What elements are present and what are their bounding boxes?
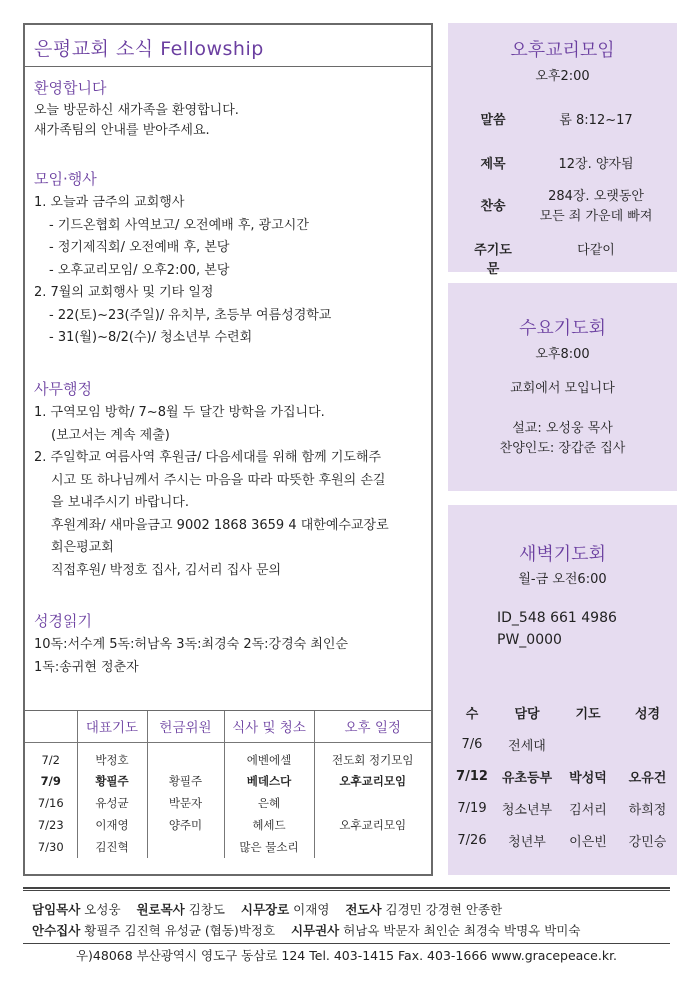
dawn-time: 월-금 오전6:00 bbox=[518, 572, 607, 587]
afternoon-title: 오후교리모임 bbox=[510, 40, 615, 61]
dawn-title: 새벽기도회 bbox=[519, 544, 606, 565]
schedule-cell: 양주미 bbox=[147, 814, 224, 836]
schedule-cell: 에벤에셀 bbox=[224, 742, 314, 770]
staff-line-2 bbox=[32, 921, 580, 939]
dawn-cell: 강민승 bbox=[628, 834, 667, 850]
schedule-header: 대표기도 bbox=[77, 711, 147, 742]
dawn-cell: 전세대 bbox=[508, 738, 546, 754]
schedule-cell: 많은 물소리 bbox=[224, 836, 314, 858]
events-heading: 모임·행사 bbox=[34, 170, 97, 188]
afternoon-time: 오후2:00 bbox=[535, 69, 590, 84]
staff-names: 이재영 bbox=[293, 902, 330, 917]
schedule-cell: 유성균 bbox=[77, 792, 147, 814]
row-value: 12장. 양자됨 bbox=[558, 157, 634, 172]
church-news-box bbox=[23, 23, 433, 876]
schedule-cell: 헤세드 bbox=[224, 814, 314, 836]
dawn-header: 성경 bbox=[634, 707, 661, 722]
staff-names: 허남옥 박문자 최인순 최경숙 박명옥 박미숙 bbox=[343, 923, 581, 938]
events-line: - 기드온협회 사역보고/ 오전예배 후, 광고시간 bbox=[49, 217, 309, 233]
schedule-header: 식사 및 청소 bbox=[224, 711, 314, 742]
table-row bbox=[25, 742, 431, 770]
dawn-cell: 박성덕 bbox=[569, 770, 607, 786]
staff-role: 시무장로 bbox=[240, 902, 290, 917]
schedule-cell: 오후교리모임 bbox=[314, 814, 431, 836]
schedule-cell bbox=[147, 836, 224, 858]
staff-role: 전도사 bbox=[345, 902, 382, 917]
dawn-cell: 이은빈 bbox=[569, 834, 607, 850]
dawn-cell: 하희정 bbox=[628, 802, 667, 818]
dawn-header: 수 bbox=[465, 707, 479, 722]
footer-divider bbox=[23, 890, 670, 891]
afternoon-meeting-panel bbox=[448, 23, 677, 277]
table-row bbox=[448, 760, 677, 792]
schedule-cell bbox=[147, 742, 224, 770]
zoom-credentials bbox=[497, 607, 617, 651]
dawn-prayer-panel bbox=[448, 505, 677, 875]
admin-line: 후원계좌/ 새마을금고 9002 1868 3659 4 대한예수교장로 bbox=[51, 517, 389, 533]
events-line: - 오후교리모임/ 오후2:00, 본당 bbox=[49, 262, 230, 278]
dawn-cell: 청년부 bbox=[508, 834, 546, 850]
dawn-cell: 7/12 bbox=[456, 768, 488, 784]
wednesday-sermon: 설교: 오성웅 목사 bbox=[512, 421, 613, 436]
schedule-cell: 베데스다 bbox=[224, 770, 314, 792]
welcome-line: 새가족팀의 안내를 받아주세요. bbox=[34, 123, 210, 138]
dawn-cell: 7/19 bbox=[457, 800, 487, 816]
wednesday-title: 수요기도회 bbox=[519, 318, 606, 339]
admin-line: 을 보내주시기 바랍니다. bbox=[51, 495, 189, 510]
church-address: 우)48068 부산광역시 영도구 동삼로 124 Tel. 403-1415 Fax. 403-1666 www.gracepeace.kr. bbox=[23, 943, 670, 964]
admin-line: 1. 구역모임 방학/ 7~8월 두 달간 방학을 가집니다. bbox=[34, 405, 325, 420]
dawn-schedule-table bbox=[448, 697, 677, 856]
admin-line: 회은평교회 bbox=[51, 540, 114, 555]
schedule-cell: 박문자 bbox=[147, 792, 224, 814]
schedule-cell: 은혜 bbox=[224, 792, 314, 814]
bible-line: 10독:서수계 5독:허남옥 3독:최경숙 2독:강경숙 최인순 bbox=[34, 637, 349, 652]
schedule-header bbox=[25, 711, 77, 742]
row-key: 찬송 bbox=[480, 199, 506, 214]
row-key: 주기도문 bbox=[474, 243, 512, 277]
events-line: - 22(토)~23(주일)/ 유치부, 초등부 여름성경학교 bbox=[49, 307, 332, 323]
dawn-cell: 청소년부 bbox=[501, 802, 553, 818]
dawn-cell: 7/26 bbox=[457, 832, 487, 848]
schedule-cell: 황필주 bbox=[147, 770, 224, 792]
staff-role: 담임목사 bbox=[32, 902, 81, 917]
schedule-cell bbox=[314, 836, 431, 858]
bible-line: 1독:송귀현 정춘자 bbox=[34, 659, 139, 675]
table-row bbox=[448, 728, 677, 760]
events-line: 2. 7월의 교회행사 및 기타 일정 bbox=[34, 285, 214, 300]
table-row bbox=[448, 824, 677, 856]
table-row bbox=[25, 814, 431, 836]
welcome-line: 오늘 방문하신 새가족을 환영합니다. bbox=[34, 103, 239, 118]
row-value: 다같이 bbox=[577, 243, 615, 258]
schedule-cell: 전도회 정기모임 bbox=[314, 742, 431, 770]
admin-section bbox=[25, 378, 395, 582]
staff-role: 원로목사 bbox=[136, 902, 185, 917]
staff-role: 시무권사 bbox=[290, 923, 340, 938]
row-value: 모든 죄 가운데 빠져 bbox=[539, 209, 653, 224]
staff-names: 김창도 bbox=[188, 902, 225, 917]
schedule-cell: 7/2 bbox=[41, 753, 60, 768]
row-value: 284장. 오랫동안 bbox=[548, 189, 644, 204]
row-key: 말씀 bbox=[480, 113, 506, 128]
wednesday-time: 오후8:00 bbox=[535, 347, 590, 362]
staff-role: 안수집사 bbox=[32, 923, 81, 938]
events-line: - 31(월)~8/2(수)/ 청소년부 수련회 bbox=[49, 330, 253, 345]
zoom-password: PW_0000 bbox=[497, 632, 562, 648]
welcome-heading: 환영합니다 bbox=[34, 79, 107, 97]
schedule-cell: 오후교리모임 bbox=[314, 770, 431, 792]
table-row bbox=[25, 770, 431, 792]
admin-heading: 사무행정 bbox=[34, 380, 92, 398]
events-section bbox=[25, 168, 337, 350]
service-schedule-table bbox=[25, 710, 431, 874]
dawn-cell: 오유건 bbox=[628, 770, 667, 786]
dawn-cell: 김서리 bbox=[569, 802, 607, 818]
events-line: - 정기제직회/ 오전예배 후, 본당 bbox=[49, 240, 230, 255]
staff-names: 황필주 김진혁 유성균 (협동)박정호 bbox=[84, 923, 276, 938]
schedule-cell: 박정호 bbox=[77, 742, 147, 770]
staff-line-1 bbox=[32, 900, 502, 918]
staff-names: 김경민 강경현 안종한 bbox=[385, 902, 503, 917]
admin-line: 2. 주일학교 여름사역 후원금/ 다음세대를 위해 함께 기도해주 bbox=[34, 450, 382, 465]
schedule-cell: 7/30 bbox=[37, 840, 64, 854]
table-row bbox=[448, 792, 677, 824]
zoom-id: ID_548 661 4986 bbox=[497, 610, 617, 626]
admin-line: (보고서는 계속 제출) bbox=[51, 427, 170, 443]
dawn-cell: 유초등부 bbox=[501, 770, 553, 786]
welcome-section bbox=[25, 77, 245, 141]
admin-line: 시고 또 하나님께서 주시는 마음을 따라 따뜻한 후원의 손길 bbox=[51, 472, 386, 488]
dawn-header: 담당 bbox=[514, 707, 540, 722]
row-value: 롬 8:12~17 bbox=[559, 113, 633, 128]
wednesday-music: 찬양인도: 장갑준 집사 bbox=[499, 441, 626, 456]
table-row bbox=[25, 836, 431, 858]
dawn-cell bbox=[618, 728, 677, 760]
schedule-cell: 황필주 bbox=[77, 770, 147, 792]
staff-names: 오성웅 bbox=[84, 902, 121, 917]
events-line: 1. 오늘과 금주의 교회행사 bbox=[34, 195, 185, 210]
wednesday-prayer-panel bbox=[448, 283, 677, 491]
schedule-cell bbox=[314, 792, 431, 814]
dawn-cell: 7/6 bbox=[461, 736, 483, 752]
dawn-header: 기도 bbox=[575, 707, 601, 722]
row-key: 제목 bbox=[480, 157, 506, 172]
admin-line: 직접후원/ 박정호 집사, 김서리 집사 문의 bbox=[51, 562, 282, 578]
news-title: 은평교회 소식 Fellowship bbox=[25, 25, 431, 67]
schedule-cell: 이재영 bbox=[77, 814, 147, 836]
wednesday-place: 교회에서 모입니다 bbox=[510, 381, 615, 396]
schedule-header: 오후 일정 bbox=[314, 711, 431, 742]
bible-heading: 성경읽기 bbox=[34, 612, 92, 630]
schedule-header: 헌금위원 bbox=[147, 711, 224, 742]
schedule-cell: 김진혁 bbox=[77, 836, 147, 858]
schedule-cell: 7/9 bbox=[40, 774, 61, 788]
dawn-cell bbox=[558, 728, 618, 760]
table-row bbox=[25, 792, 431, 814]
bible-reading-section bbox=[25, 610, 354, 679]
schedule-cell: 7/23 bbox=[37, 818, 64, 832]
schedule-cell: 7/16 bbox=[37, 796, 64, 810]
footer-divider bbox=[23, 887, 670, 889]
